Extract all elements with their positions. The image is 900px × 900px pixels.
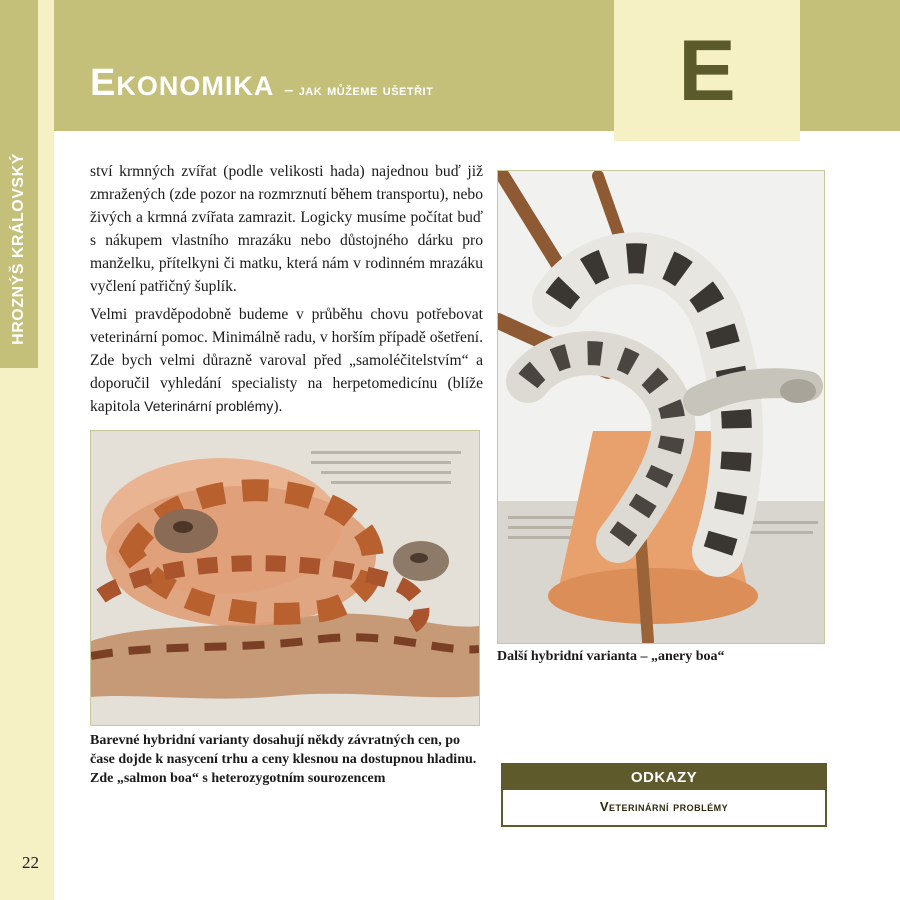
links-item-veterinary[interactable]: Veterinární problémy bbox=[599, 799, 729, 814]
chapter-reference: Veterinární problémy bbox=[144, 398, 274, 414]
page-title-subtitle: – jak můžeme ušetřit bbox=[284, 82, 434, 99]
page-number: 22 bbox=[22, 853, 39, 872]
links-heading: ODKAZY bbox=[503, 765, 825, 790]
section-letter: E bbox=[678, 23, 736, 119]
body-paragraph-2 bbox=[90, 303, 483, 418]
page-title-main: Ekonomika bbox=[90, 62, 275, 104]
body-paragraph-2-end: ). bbox=[273, 398, 283, 415]
anery-boa-photo bbox=[497, 170, 825, 644]
links-box bbox=[501, 763, 827, 827]
salmon-boa-photo bbox=[90, 430, 480, 726]
chapter-side-label: HROZNÝŠ KRÁLOVSKÝ bbox=[10, 153, 27, 345]
side-strip-top bbox=[0, 0, 38, 130]
body-paragraph-2-text: Velmi pravděpodobně budeme v průběhu chovu potřebovat veterinární pomoc. Minimálně radu, v horším případě ošetření. Zde bych velmi důrazně varoval před „samoléčitelstvím“ a doporučil vyhledání specialisty na herpetomedicínu (blíže kapitola bbox=[90, 306, 483, 415]
body-paragraph-1: ství krmných zvířat (podle velikosti hada) najednou buď již zmražených (zde pozor na rozmrznutí během transportu), nebo živých a krmná zvířata zamrazit. Logicky musíme počítat buď s nákupem vlastního mrazáku nebo důstojného dárku pro manželku, přítelkyni či matku, která nám v rodinném mrazáku vyčlení patřičný šuplík. bbox=[90, 163, 483, 295]
left-photo-caption: Barevné hybridní varianty dosahují někdy závratných cen, po čase dojde k nasycení trhu a ceny klesnou na dostupnou hladinu. Zde „salmon boa“ s heterozygotním sourozencem bbox=[90, 733, 477, 786]
right-photo-caption: Další hybridní varianta – „anery boa“ bbox=[497, 649, 725, 664]
page-title bbox=[90, 62, 433, 105]
